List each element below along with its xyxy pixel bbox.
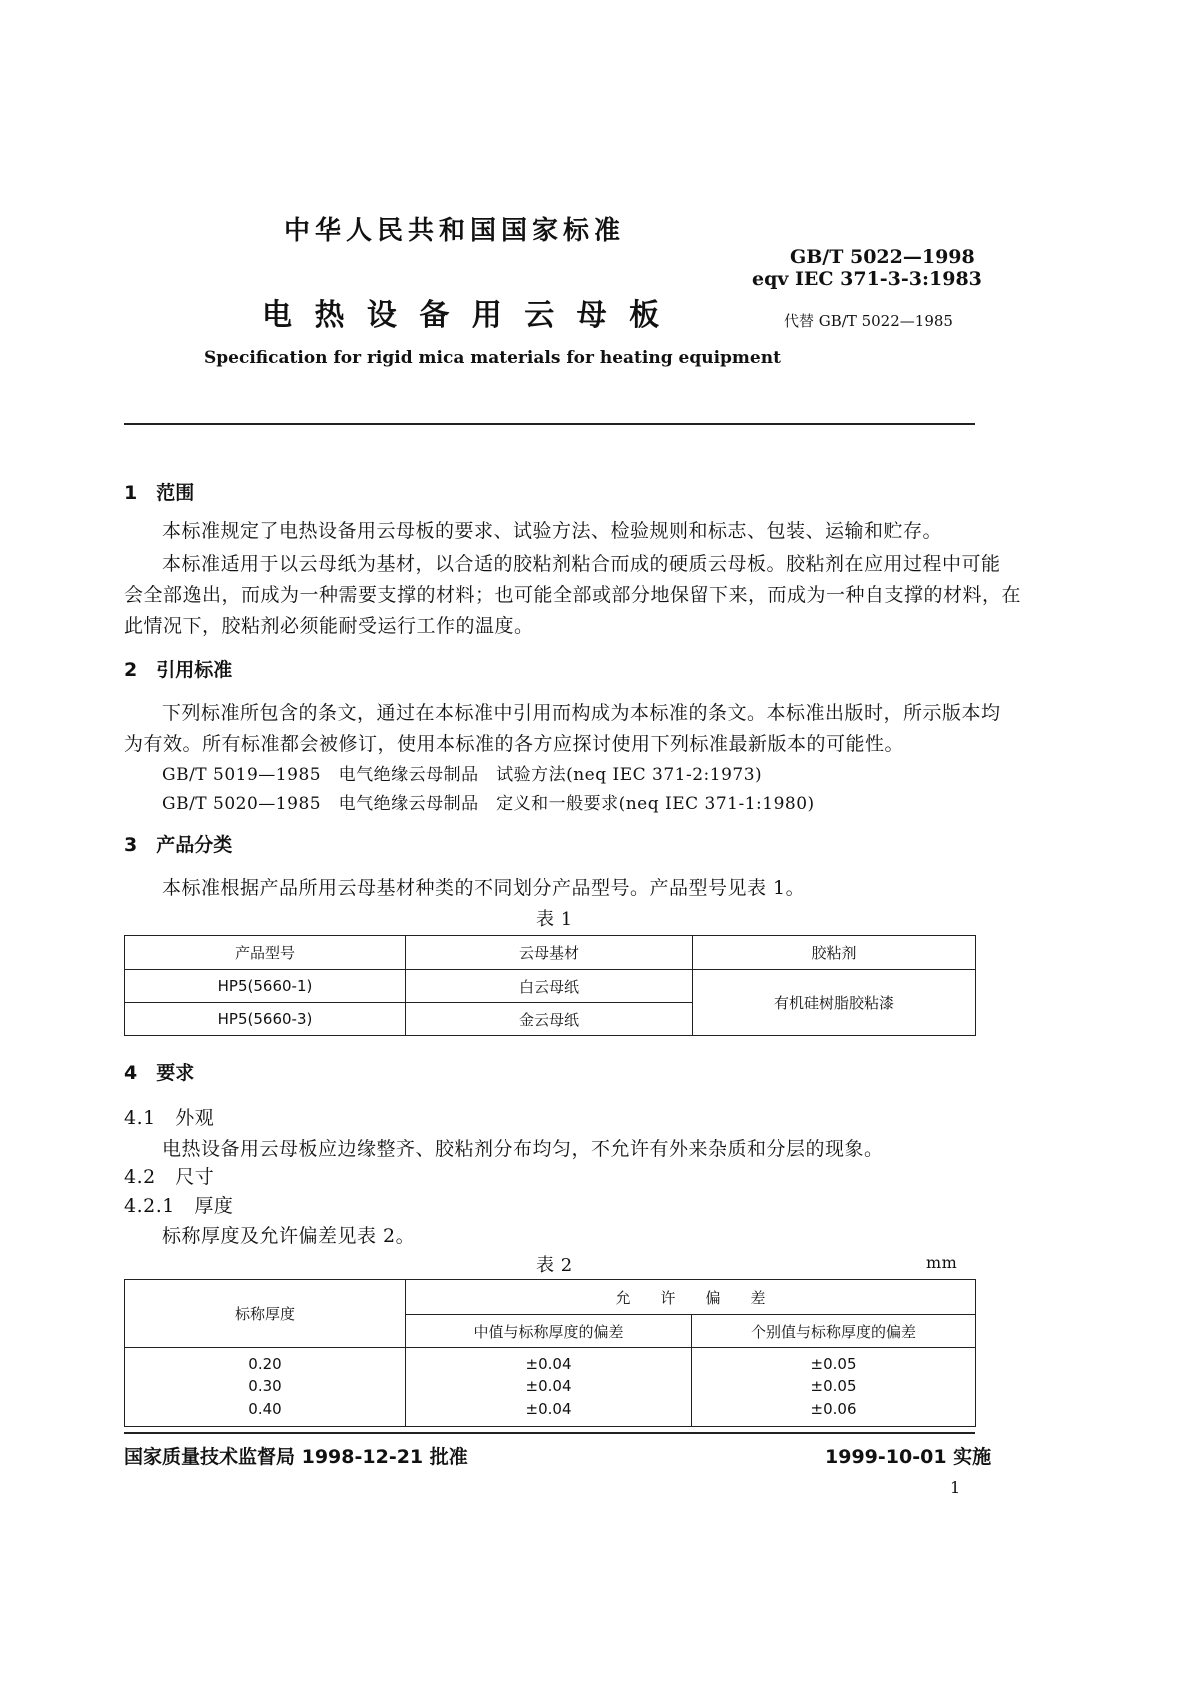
section-3-para: 本标准根据产品所用云母基材种类的不同划分产品型号。产品型号见表 1。	[162, 877, 806, 899]
standard-number: GB/T 5022—1998	[790, 246, 975, 268]
section-4-2-1-heading: 4.2.1 厚度	[124, 1195, 234, 1217]
table-2-cell-individual: ±0.05	[692, 1348, 976, 1374]
table-1-cell-model: HP5(5660-3)	[125, 1003, 406, 1036]
section-2-para-line-1: 下列标准所包含的条文，通过在本标准中引用而构成为本标准的条文。本标准出版时，所示版本均	[162, 702, 1001, 724]
table-1-cell-adhesive: 有机硅树脂胶粘漆	[693, 970, 976, 1036]
section-4-2-1-para: 标称厚度及允许偏差见表 2。	[162, 1225, 416, 1247]
section-3-heading: 3 产品分类	[124, 834, 233, 856]
table-2-cell-median: ±0.04	[406, 1399, 692, 1427]
table-2-header-median: 中值与标称厚度的偏差	[406, 1315, 692, 1348]
national-standard-heading: 中华人民共和国国家标准	[284, 216, 626, 246]
table-1-header: 云母基材	[406, 936, 693, 970]
implementation-date: 1999-10-01 实施	[825, 1446, 992, 1468]
table-2-cell-nominal: 0.30	[125, 1374, 406, 1399]
section-1-heading: 1 范围	[124, 482, 195, 504]
table-1-caption: 表 1	[536, 909, 573, 930]
replaces-standard: 代替 GB/T 5022—1985	[784, 312, 953, 330]
table-1-cell-base: 金云母纸	[406, 1003, 693, 1036]
table-2-cell-nominal: 0.40	[125, 1399, 406, 1427]
section-4-1-heading: 4.1 外观	[124, 1107, 215, 1129]
header-divider	[124, 423, 975, 425]
equivalent-standard: eqv IEC 371-3-3:1983	[752, 268, 982, 290]
section-1-para-2-line-1: 本标准适用于以云母纸为基材，以合适的胶粘剂粘合而成的硬质云母板。胶粘剂在应用过程中可能	[162, 553, 1001, 575]
section-1-para-2-line-2: 会全部逸出，而成为一种需要支撑的材料；也可能全部或部分地保留下来，而成为一种自支撑的材料，在	[124, 584, 1022, 606]
reference-2: GB/T 5020—1985 电气绝缘云母制品 定义和一般要求(neq IEC 371-1:1980)	[162, 794, 815, 814]
table-2-header-individual: 个别值与标称厚度的偏差	[692, 1315, 976, 1348]
footer-divider	[124, 1432, 975, 1434]
table-2-caption: 表 2	[536, 1255, 573, 1276]
table-2-unit: mm	[926, 1253, 958, 1272]
approval-statement: 国家质量技术监督局 1998-12-21 批准	[124, 1446, 468, 1468]
table-row	[125, 970, 976, 1003]
table-row	[125, 1374, 976, 1399]
section-4-1-para: 电热设备用云母板应边缘整齐、胶粘剂分布均匀，不允许有外来杂质和分层的现象。	[162, 1138, 884, 1160]
section-2-para-line-2: 为有效。所有标准都会被修订，使用本标准的各方应探讨使用下列标准最新版本的可能性。	[124, 733, 905, 755]
table-2-cell-nominal: 0.20	[125, 1348, 406, 1374]
document-title-en: Specification for rigid mica materials for heating equipment	[204, 348, 781, 368]
table-row	[125, 1348, 976, 1374]
section-1-para-2-line-3: 此情况下，胶粘剂必须能耐受运行工作的温度。	[124, 615, 534, 637]
table-2-header-tolerance: 允 许 偏 差	[406, 1280, 976, 1315]
table-2-cell-median: ±0.04	[406, 1374, 692, 1399]
document-title-cn: 电 热 设 备 用 云 母 板	[262, 298, 666, 333]
table-1-header: 胶粘剂	[693, 936, 976, 970]
table-1	[124, 935, 976, 1036]
section-4-2-heading: 4.2 尺寸	[124, 1166, 215, 1188]
reference-1: GB/T 5019—1985 电气绝缘云母制品 试验方法(neq IEC 371-2:1973)	[162, 765, 763, 785]
page-number: 1	[950, 1478, 961, 1497]
table-2	[124, 1279, 976, 1427]
table-1-header: 产品型号	[125, 936, 406, 970]
table-2-header-nominal: 标称厚度	[125, 1280, 406, 1348]
table-2-cell-individual: ±0.05	[692, 1374, 976, 1399]
table-2-cell-median: ±0.04	[406, 1348, 692, 1374]
table-1-cell-model: HP5(5660-1)	[125, 970, 406, 1003]
section-2-heading: 2 引用标准	[124, 659, 233, 681]
table-2-cell-individual: ±0.06	[692, 1399, 976, 1427]
section-4-heading: 4 要求	[124, 1062, 195, 1084]
section-1-para-1: 本标准规定了电热设备用云母板的要求、试验方法、检验规则和标志、包装、运输和贮存。	[162, 520, 943, 542]
table-row	[125, 1399, 976, 1427]
table-1-cell-base: 白云母纸	[406, 970, 693, 1003]
